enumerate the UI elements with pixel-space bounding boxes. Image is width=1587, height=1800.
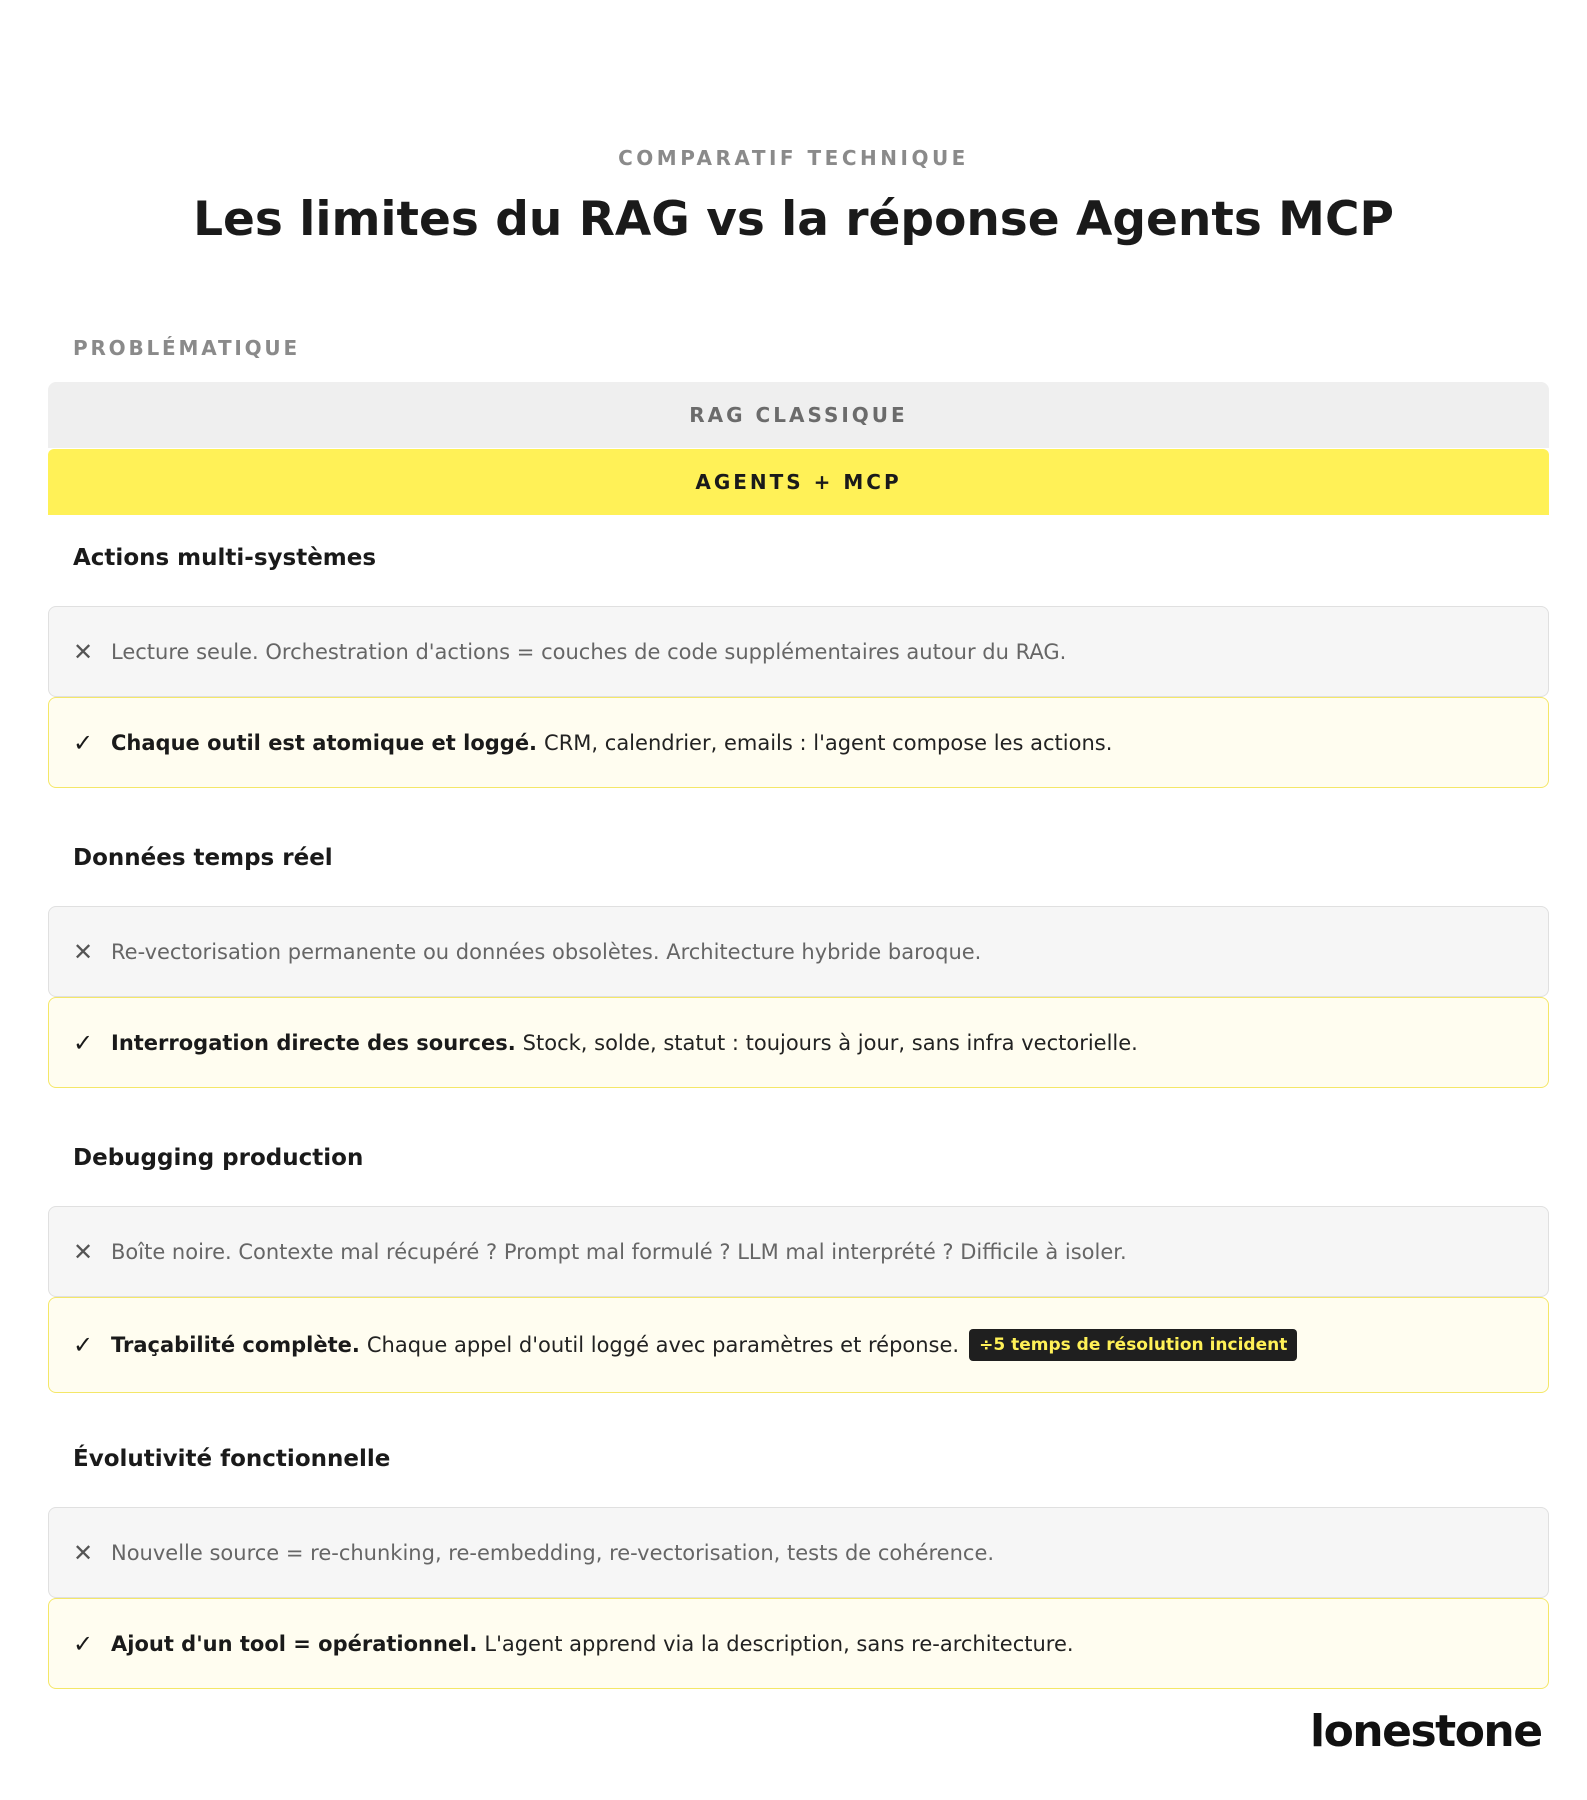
page-title: Les limites du RAG vs la réponse Agents MCP	[193, 192, 1394, 247]
comparison-group	[48, 1140, 1549, 1441]
eyebrow-label: COMPARATIF TECHNIQUE	[618, 146, 969, 170]
group-title: Données temps réel	[73, 845, 333, 871]
mcp-answer-text: L'agent apprend via la description, sans re-architecture.	[484, 1631, 1074, 1656]
legend-rag-classique: RAG CLASSIQUE	[48, 382, 1549, 448]
brand-logo: lonestone	[1310, 1706, 1542, 1757]
mcp-answer-text: Chaque appel d'outil loggé avec paramètres et réponse.	[366, 1333, 960, 1357]
section-label: PROBLÉMATIQUE	[73, 336, 300, 360]
rag-limitation-card	[48, 1206, 1549, 1297]
rag-limitation-card	[48, 1507, 1549, 1598]
rag-limitation-text: Re-vectorisation permanente ou données obsolètes. Architecture hybride baroque.	[111, 939, 982, 964]
cross-icon: ✕	[73, 1237, 94, 1266]
legend-agents-mcp: AGENTS + MCP	[48, 449, 1549, 515]
mcp-answer-card	[48, 1598, 1549, 1689]
comparison-group	[48, 1441, 1549, 1689]
rag-limitation-card	[48, 906, 1549, 997]
mcp-answer-strong: Traçabilité complète.	[111, 1333, 360, 1357]
cross-icon: ✕	[73, 1538, 94, 1567]
mcp-answer-strong: Chaque outil est atomique et loggé.	[111, 730, 538, 755]
check-icon: ✓	[73, 728, 94, 757]
group-title: Debugging production	[73, 1145, 364, 1171]
group-title: Actions multi-systèmes	[73, 545, 377, 571]
comparison-group	[48, 540, 1549, 840]
mcp-answer-card	[48, 697, 1549, 788]
rag-limitation-text: Lecture seule. Orchestration d'actions = couches de code supplémentaires autour du RAG.	[111, 639, 1067, 664]
check-icon: ✓	[73, 1028, 94, 1057]
mcp-answer-card	[48, 1297, 1549, 1393]
group-title: Évolutivité fonctionnelle	[73, 1446, 391, 1472]
metric-badge: ÷5 temps de résolution incident	[969, 1329, 1297, 1361]
check-icon: ✓	[73, 1629, 94, 1658]
cross-icon: ✕	[73, 637, 94, 666]
rag-limitation-text: Nouvelle source = re-chunking, re-embedding, re-vectorisation, tests de cohérence.	[111, 1540, 995, 1565]
mcp-answer-text: Stock, solde, statut : toujours à jour, sans infra vectorielle.	[522, 1030, 1138, 1055]
comparison-group	[48, 840, 1549, 1140]
mcp-answer-card	[48, 997, 1549, 1088]
rag-limitation-card	[48, 606, 1549, 697]
rag-limitation-text: Boîte noire. Contexte mal récupéré ? Prompt mal formulé ? LLM mal interprété ? Difficile à isoler.	[111, 1239, 1127, 1264]
check-icon: ✓	[73, 1331, 94, 1359]
mcp-answer-strong: Ajout d'un tool = opérationnel.	[111, 1631, 478, 1656]
cross-icon: ✕	[73, 937, 94, 966]
mcp-answer-strong: Interrogation directe des sources.	[111, 1030, 516, 1055]
comparison-rows	[48, 540, 1549, 1689]
mcp-answer-text: CRM, calendrier, emails : l'agent compose les actions.	[544, 730, 1113, 755]
